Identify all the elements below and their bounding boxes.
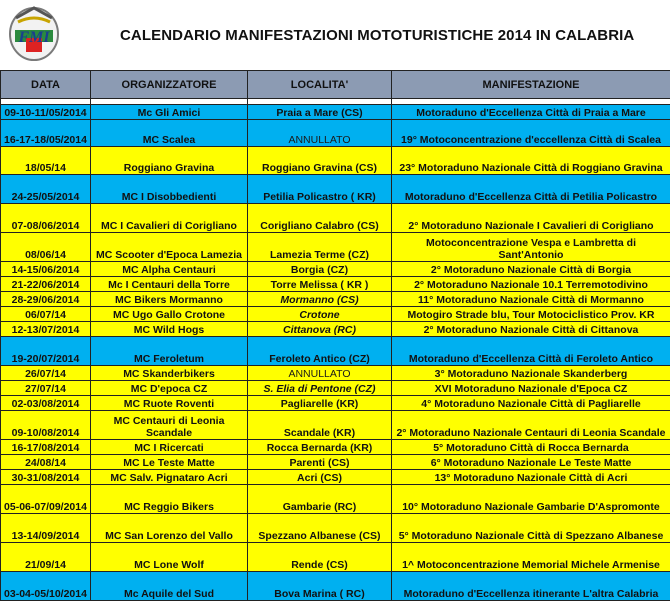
location-cell: Bova Marina ( RC) <box>248 572 392 601</box>
table-row <box>1 455 670 470</box>
date-cell: 13-14/09/2014 <box>1 514 91 543</box>
organizer-cell: MC D'epoca CZ <box>91 381 248 396</box>
event-cell: 11° Motoraduno Nazionale Città di Mormanno <box>392 292 670 307</box>
date-cell: 02-03/08/2014 <box>1 396 91 411</box>
table-row <box>1 147 670 175</box>
date-cell: 16-17-18/05/2014 <box>1 120 91 147</box>
organizer-cell: MC Scooter d'Epoca Lamezia <box>91 233 248 262</box>
location-cell: Rocca Bernarda (KR) <box>248 440 392 455</box>
date-cell: 03-04-05/10/2014 <box>1 572 91 601</box>
page-header <box>0 0 670 70</box>
table-row <box>1 105 670 120</box>
event-cell: Motoraduno d'Eccellenza itinerante L'altra Calabria <box>392 572 670 601</box>
organizer-cell: MC Wild Hogs <box>91 322 248 337</box>
location-cell: Roggiano Gravina (CS) <box>248 147 392 175</box>
organizer-cell: MC Ugo Gallo Crotone <box>91 307 248 322</box>
table-row <box>1 175 670 204</box>
event-cell: 13° Motoraduno Nazionale Città di Acri <box>392 470 670 485</box>
table-row <box>1 204 670 233</box>
event-cell: 2° Motoraduno Nazionale 10.1 Terremotodivino <box>392 277 670 292</box>
location-cell: Petilia Policastro ( KR) <box>248 175 392 204</box>
location-cell: Torre Melissa ( KR ) <box>248 277 392 292</box>
event-cell: 1^ Motoconcentrazione Memorial Michele Armenise <box>392 543 670 572</box>
organizer-cell: MC Feroletum <box>91 337 248 366</box>
organizer-cell: MC Salv. Pignataro Acri <box>91 470 248 485</box>
date-cell: 21-22/06/2014 <box>1 277 91 292</box>
location-cell: Pagliarelle (KR) <box>248 396 392 411</box>
organizer-cell: Mc Aquile del Sud <box>91 572 248 601</box>
date-cell: 18/05/14 <box>1 147 91 175</box>
table-row <box>1 307 670 322</box>
events-table-body <box>1 99 670 601</box>
location-cell: Scandale (KR) <box>248 411 392 440</box>
location-cell: Crotone <box>248 307 392 322</box>
location-cell: Acri (CS) <box>248 470 392 485</box>
event-cell: 2° Motoraduno Nazionale Città di Borgia <box>392 262 670 277</box>
event-cell: 5° Motoraduno Nazionale Città di Spezzano Albanese <box>392 514 670 543</box>
location-cell: Cittanova (RC) <box>248 322 392 337</box>
organizer-cell: MC Le Teste Matte <box>91 455 248 470</box>
organizer-cell: MC I Ricercati <box>91 440 248 455</box>
date-cell: 21/09/14 <box>1 543 91 572</box>
organizer-cell: Mc Gli Amici <box>91 105 248 120</box>
date-cell: 16-17/08/2014 <box>1 440 91 455</box>
table-row <box>1 366 670 381</box>
event-cell: XVI Motoraduno Nazionale d'Epoca CZ <box>392 381 670 396</box>
organizer-cell: MC Skanderbikers <box>91 366 248 381</box>
organizer-cell: MC Lone Wolf <box>91 543 248 572</box>
location-cell: Praia a Mare (CS) <box>248 105 392 120</box>
table-row <box>1 337 670 366</box>
location-cell: ANNULLATO <box>248 366 392 381</box>
date-cell: 14-15/06/2014 <box>1 262 91 277</box>
date-cell: 06/07/14 <box>1 307 91 322</box>
event-cell: 6° Motoraduno Nazionale Le Teste Matte <box>392 455 670 470</box>
event-cell: Motoraduno d'Eccellenza Città di Petilia Policastro <box>392 175 670 204</box>
event-cell: 2° Motoraduno Nazionale Centauri di Leonia Scandale <box>392 411 670 440</box>
date-cell: 24-25/05/2014 <box>1 175 91 204</box>
date-cell: 27/07/14 <box>1 381 91 396</box>
location-cell: Feroleto Antico (CZ) <box>248 337 392 366</box>
date-cell: 12-13/07/2014 <box>1 322 91 337</box>
table-header-row <box>1 71 670 99</box>
organizer-cell: Roggiano Gravina <box>91 147 248 175</box>
event-cell: 2° Motoraduno Nazionale I Cavalieri di Corigliano <box>392 204 670 233</box>
table-row <box>1 233 670 262</box>
date-cell: 24/08/14 <box>1 455 91 470</box>
table-row <box>1 514 670 543</box>
organizer-cell: MC Alpha Centauri <box>91 262 248 277</box>
fmi-logo <box>6 4 62 64</box>
location-cell: Lamezia Terme (CZ) <box>248 233 392 262</box>
event-cell: 10° Motoraduno Nazionale Gambarie D'Aspromonte <box>392 485 670 514</box>
organizer-cell: MC Centauri di Leonia Scandale <box>91 411 248 440</box>
event-cell: 4° Motoraduno Nazionale Città di Pagliarelle <box>392 396 670 411</box>
organizer-cell: MC Reggio Bikers <box>91 485 248 514</box>
table-row <box>1 277 670 292</box>
date-cell: 08/06/14 <box>1 233 91 262</box>
date-cell: 28-29/06/2014 <box>1 292 91 307</box>
header-localita: LOCALITA' <box>248 71 392 99</box>
table-row <box>1 396 670 411</box>
date-cell: 07-08/06/2014 <box>1 204 91 233</box>
table-row <box>1 411 670 440</box>
date-cell: 19-20/07/2014 <box>1 337 91 366</box>
date-cell: 09-10-11/05/2014 <box>1 105 91 120</box>
event-cell: 23° Motoraduno Nazionale Città di Roggiano Gravina <box>392 147 670 175</box>
table-row <box>1 292 670 307</box>
organizer-cell: MC San Lorenzo del Vallo <box>91 514 248 543</box>
date-cell: 09-10/08/2014 <box>1 411 91 440</box>
table-row <box>1 440 670 455</box>
event-cell: 2° Motoraduno Nazionale Città di Cittanova <box>392 322 670 337</box>
date-cell: 26/07/14 <box>1 366 91 381</box>
organizer-cell: MC Scalea <box>91 120 248 147</box>
header-organizzatore: ORGANIZZATORE <box>91 71 248 99</box>
table-row <box>1 381 670 396</box>
table-row <box>1 322 670 337</box>
location-cell: Parenti (CS) <box>248 455 392 470</box>
location-cell: Spezzano Albanese (CS) <box>248 514 392 543</box>
organizer-cell: MC Ruote Roventi <box>91 396 248 411</box>
event-cell: 3° Motoraduno Nazionale Skanderberg <box>392 366 670 381</box>
organizer-cell: MC I Disobbedienti <box>91 175 248 204</box>
table-row <box>1 120 670 147</box>
location-cell: Borgia (CZ) <box>248 262 392 277</box>
location-cell: Mormanno (CS) <box>248 292 392 307</box>
event-cell: Motoraduno d'Eccellenza Città di Praia a Mare <box>392 105 670 120</box>
header-manifestazione: MANIFESTAZIONE <box>392 71 670 99</box>
table-row <box>1 543 670 572</box>
location-cell: ANNULLATO <box>248 120 392 147</box>
table-row <box>1 470 670 485</box>
page-title: CALENDARIO MANIFESTAZIONI MOTOTURISTICHE 2014 IN CALABRIA <box>120 27 635 44</box>
events-table <box>0 70 670 601</box>
event-cell: Motoconcentrazione Vespa e Lambretta di Sant'Antonio <box>392 233 670 262</box>
location-cell: S. Elia di Pentone (CZ) <box>248 381 392 396</box>
organizer-cell: Mc I Centauri della Torre <box>91 277 248 292</box>
table-row <box>1 262 670 277</box>
event-cell: 5° Motoraduno Città di Rocca Bernarda <box>392 440 670 455</box>
header-data: DATA <box>1 71 91 99</box>
organizer-cell: MC I Cavalieri di Corigliano <box>91 204 248 233</box>
organizer-cell: MC Bikers Mormanno <box>91 292 248 307</box>
table-row <box>1 572 670 601</box>
date-cell: 30-31/08/2014 <box>1 470 91 485</box>
event-cell: 19° Motoconcentrazione d'eccellenza Città di Scalea <box>392 120 670 147</box>
event-cell: Motogiro Strade blu, Tour Motociclistico Prov. KR <box>392 307 670 322</box>
logo-text: FMI <box>18 29 50 46</box>
location-cell: Rende (CS) <box>248 543 392 572</box>
location-cell: Corigliano Calabro (CS) <box>248 204 392 233</box>
location-cell: Gambarie (RC) <box>248 485 392 514</box>
table-row <box>1 485 670 514</box>
date-cell: 05-06-07/09/2014 <box>1 485 91 514</box>
event-cell: Motoraduno d'Eccellenza Città di Feroleto Antico <box>392 337 670 366</box>
